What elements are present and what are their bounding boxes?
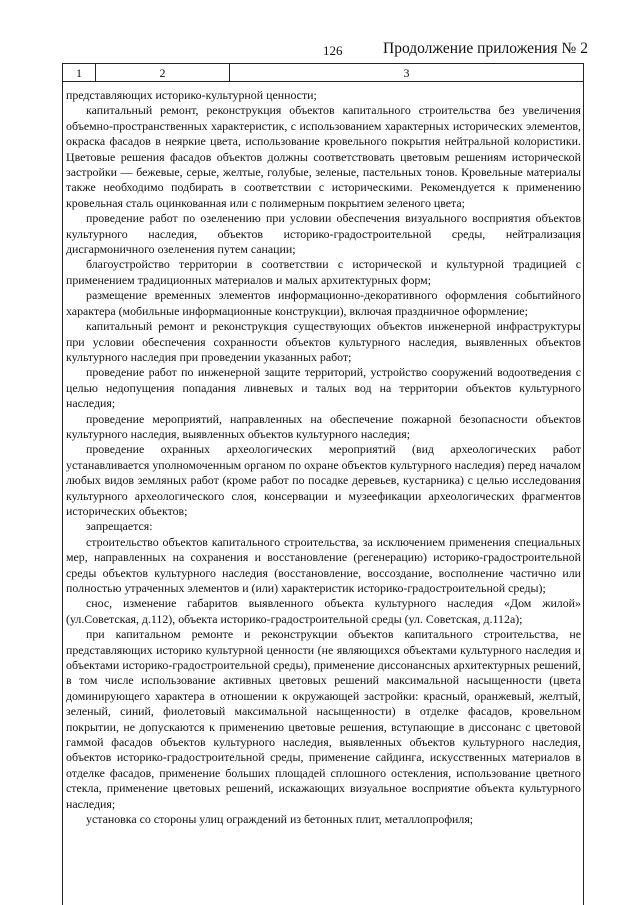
appendix-title: Продолжение приложения № 2: [383, 40, 588, 57]
paragraph: благоустройство территории в соответствии с исторической и культурной традицией с применением традиционных материалов и малых архитектурных форм;: [66, 257, 581, 287]
paragraph: капитальный ремонт, реконструкция объектов капитального строительства без увеличения объемно-пространственных характеристик, с использованием характерных исторических элементов, окраска фасадов в неяркие цвета, использование кровельного покрытия нейтральной колористики. Цветовые решения фасадов объектов должны соответствовать цветовым решениям исторической застройки — бежевые, серые, желтые, голубые, зеленые, пастельных тонов. Кровельные материалы также необходимо подбирать в соответствии с историческими. Рекомендуется к применению кровельная сталь оцинкованная или с полимерным покрытием зеленого цвета;: [66, 103, 581, 210]
paragraph: при капитальном ремонте и реконструкции объектов капитального строительства, не представляющих историко культурной ценности (не являющихся объектами культурного наследия и объектами историко-градостроительной среды), применение диссонансных архитектурных решений, в том числе использование активных цветовых решений максимальной насыщенности (цвета доминирующего характера в отношении к окружающей застройки: красный, оранжевый, желтый, зеленый, синий, фиолетовый максимальной насыщенности) в отделке фасадов, кровельном покрытии, не допускаются к применению цветовые решения, вступающие в диссонанс с цветовой гаммой фасадов объектов культурного наследия, выявленных объектов культурного наследия, объектов историко-градостроительной среды, применение сайдинга, искусственных материалов в отделке фасадов, применение больших площадей сплошного остекления, использование цветного стекла, применение цветовых решений, искажающих визуальное восприятие объекта культурного наследия;: [66, 627, 581, 811]
paragraph: снос, изменение габаритов выявленного объекта культурного наследия «Дом жилой» (ул.Советская, д.112), объекта историко-градостроительной среды (ул. Советская, д.112а);: [66, 596, 581, 626]
paragraph: проведение работ по инженерной защите территорий, устройство сооружений водоотведения с целью недопущения попадания ливневых и талых вод на территории объектов культурного наследия;: [66, 365, 581, 411]
column-number-3: 3: [403, 66, 410, 80]
column-number-1: 1: [63, 64, 96, 81]
paragraph: капитальный ремонт и реконструкция существующих объектов инженерной инфраструктуры при условии обеспечения сохранности объектов культурного наследия, выявленных объектов культурного наследия при проведении указанных работ;: [66, 319, 581, 364]
section-heading-prohibited: запрещается:: [86, 519, 153, 534]
regulation-text: [66, 88, 581, 828]
paragraph: размещение временных элементов информационно-декоративного оформления событийного характера (мобильные информационные конструкции), включая праздничное оформление;: [66, 288, 581, 318]
table-header-row: [62, 63, 584, 82]
paragraph: проведение охранных археологических мероприятий (вид археологических работ устанавливается уполномоченным органом по охране объектов культурного наследия) перед началом любых видов земляных работ (кроме работ по посадке деревьев, кустарника) с целью исследования культурного археологического слоя, консервации и музеефикации археологических фрагментов исторических объектов;: [66, 442, 581, 518]
paragraph: проведение работ по озеленению при условии обеспечения визуального восприятия объектов культурного наследия, объектов историко-градостроительной среды, нейтрализация дисгармоничного озеленения путем санации;: [66, 211, 581, 257]
paragraph: строительство объектов капитального строительства, за исключением применения специальных мер, направленных на сохранения и восстановление (регенерацию) историко-градостроительной среды объектов культурного наследия (восстановление, воссоздание, восполнение частично или полностью утраченных элементов и (или) характеристик историко-градостроительной среды);: [66, 534, 581, 595]
page-number: 126: [323, 43, 343, 58]
paragraph: представляющих историко-культурной ценности;: [66, 88, 317, 102]
paragraph: проведение мероприятий, направленных на обеспечение пожарной безопасности объектов культурного наследия, выявленных объектов культурного наследия;: [66, 411, 581, 441]
paragraph: установка со стороны улиц ограждений из бетонных плит, металлопрофиля;: [86, 812, 474, 827]
column-number-2: 2: [96, 64, 230, 81]
